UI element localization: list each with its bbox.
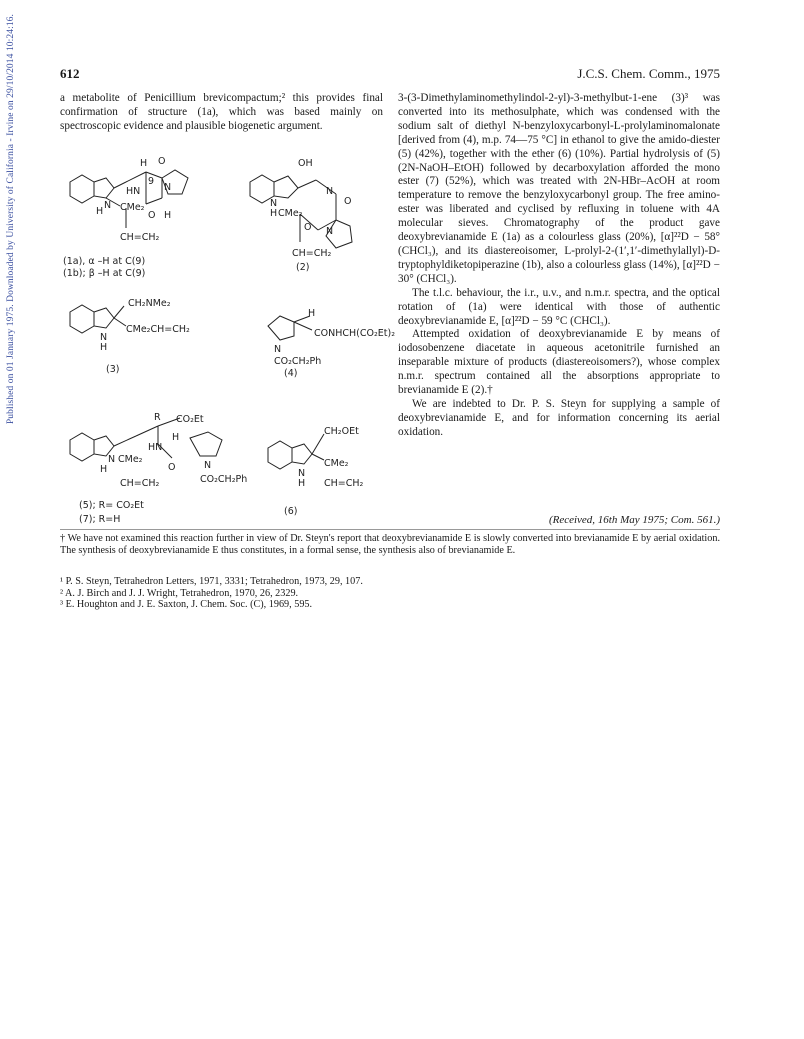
s2-atom-5: O [344, 196, 352, 207]
s2-atom-1: N [270, 198, 278, 209]
s1-atom-9: H [164, 210, 172, 221]
s3-atom-3: CMe₂CH=CH₂ [126, 324, 190, 335]
download-watermark-text: Published on 01 January 1975. Downloaded by University of California - Irvine on 29/10/2014 10:24:16. [6, 14, 16, 425]
s2-atom-3: CMe₂ [278, 208, 303, 219]
s3-atom-2: H [100, 342, 108, 353]
structure-2 [240, 150, 390, 260]
s1-atom-6: N [104, 200, 112, 211]
download-watermark [2, 0, 18, 640]
s5-atom-0: R [154, 412, 161, 423]
label-3: (3) [106, 364, 120, 375]
label-2: (2) [296, 262, 310, 273]
page-number: 612 [60, 66, 80, 81]
s3-atom-1: N [100, 332, 108, 343]
s3-atom-0: CH₂NMe₂ [128, 298, 171, 309]
received-date: (Received, 16th May 1975; Com. 561.) [548, 514, 720, 526]
s5-atom-9: CO₂CH₂Ph [200, 474, 248, 485]
s1-atom-5: H [96, 206, 104, 217]
s2-atom-2: H [270, 208, 278, 219]
s6-atom-0: CH₂OEt [324, 426, 359, 437]
footnote: † We have not examined this reaction further in view of Dr. Steyn's report that deoxybrevianamide E is slowly converted into brevianamide E by aerial oxidation. The synthesis of deoxybrevianamide E thus constitutes, in a formal sense, the synthesis also of brevianamide E. [60, 533, 720, 557]
left-column [60, 92, 383, 134]
s6-atom-2: H [298, 478, 306, 489]
s4-atom-2: CONHCH(CO₂Et)₂ [314, 328, 396, 339]
structure-1 [60, 150, 230, 250]
s5-atom-4: O [168, 462, 176, 473]
s5-atom-1: CO₂Et [176, 414, 204, 425]
s6-atom-3: CMe₂ [324, 458, 349, 469]
footnote-divider [60, 529, 720, 530]
left-paragraph-1: a metabolite of Penicillium brevicompactum;² this provides final confirmation of structure (1a), which was based mainly on spectroscopic evidence and plausible biogenetic argument. [60, 92, 383, 132]
references [60, 576, 720, 611]
s5-atom-5: N [204, 460, 212, 471]
structure-5 [60, 410, 260, 490]
s1-atom-10: CH=CH₂ [120, 232, 160, 243]
s4-atom-3: CO₂CH₂Ph [274, 356, 322, 367]
right-column [398, 92, 720, 440]
s2-atom-8: CH=CH₂ [292, 248, 332, 259]
s6-atom-1: N [298, 468, 306, 479]
right-paragraph-1: 3-(3-Dimethylaminomethylindol-2-yl)-3-methylbut-1-ene (3)³ was converted into its methosulphate, which was condensed with the sodium salt of diethyl N-benzyloxycarbonyl-L-prolylaminomalonate [derived from (4), m.p. 74—75 °C] in ethanol to give the amido-diester (5) (42%), together with the ether (6) (10%). Partial hydrolysis of (5) (2N-NaOH–EtOH) followed by decarboxylation afforded the mono ester (7) (52%), which was treated with 2N-HBr–AcOH at room temperature to remove the benzyloxycarbonyl group. The free amino-ester was liberated and cyclised by refluxing in toluene with 4A molecular sieves. Chromatography of the product gave deoxybrevianamide E (1a) as a colourless glass (20%), [α]²²D − 58° (CHCl₃), and its diastereoisomer, L-prolyl-2-(1′,1′-dimethylallyl)-D-tryptophyldiketopiperazine (1b), also a colourless glass (14%), [α]²²D − 30° (CHCl₃). [398, 92, 720, 285]
s5-atom-2: HN [148, 442, 163, 453]
structure-4 [258, 306, 398, 366]
s1-atom-8: O [148, 210, 156, 221]
s1-atom-7: CMe₂ [120, 202, 145, 213]
s2-atom-7: N [326, 226, 334, 237]
reference-3: ³ E. Houghton and J. E. Saxton, J. Chem. Soc. (C), 1969, 595. [60, 599, 313, 611]
s2-atom-0: OH [298, 158, 313, 169]
s1-atom-1: O [158, 156, 166, 167]
s5-atom-6: CMe₂ [118, 454, 143, 465]
reference-1: ¹ P. S. Steyn, Tetrahedron Letters, 1971, 3331; Tetrahedron, 1973, 29, 107. [60, 576, 363, 587]
s2-atom-4: N [326, 186, 334, 197]
right-paragraph-3: Attempted oxidation of deoxybrevianamide E by means of iodosobenzene diacetate in aqueous acetonitrile furnished an inseparable mixture of products (diastereoisomers?), whose complex n.m.r. spectrum contained all the absorptions appropriate to brevianamide E (2).† [398, 328, 720, 397]
label-7: (7); R=H [79, 514, 121, 525]
journal-header: J.C.S. Chem. Comm., 1975 [577, 66, 720, 81]
s1-atom-0: H [140, 158, 148, 169]
label-1a: (1a), α –H at C(9) [63, 256, 146, 267]
structure-6 [258, 420, 398, 490]
s1-atom-2: N [164, 182, 172, 193]
reference-2: ² A. J. Birch and J. J. Wright, Tetrahedron, 1970, 26, 2329. [60, 587, 299, 599]
s4-atom-1: N [274, 344, 282, 355]
structure-3 [60, 292, 230, 352]
s6-atom-4: CH=CH₂ [324, 478, 364, 489]
s5-atom-10: CH=CH₂ [120, 478, 160, 489]
right-paragraph-2: The t.l.c. behaviour, the i.r., u.v., and n.m.r. spectra, and the optical rotation of (1a) were identical with those of authentic deoxybrevianamide E, [α]²²D − 59 °C (CHCl₃). [398, 286, 720, 327]
label-5: (5); R= CO₂Et [79, 500, 144, 511]
label-1b: (1b); β –H at C(9) [63, 268, 146, 279]
label-6: (6) [284, 506, 298, 517]
s5-atom-8: N [108, 454, 116, 465]
s5-atom-3: H [172, 432, 180, 443]
s1-atom-4: 9 [148, 176, 155, 187]
label-4: (4) [284, 368, 298, 379]
s4-atom-0: H [308, 308, 316, 319]
s5-atom-7: H [100, 464, 108, 475]
s1-atom-3: HN [126, 186, 141, 197]
right-paragraph-4: We are indebted to Dr. P. S. Steyn for supplying a sample of deoxybrevianamide E, and for information concerning its aerial oxidation. [398, 397, 720, 438]
s2-atom-6: O [304, 222, 312, 233]
